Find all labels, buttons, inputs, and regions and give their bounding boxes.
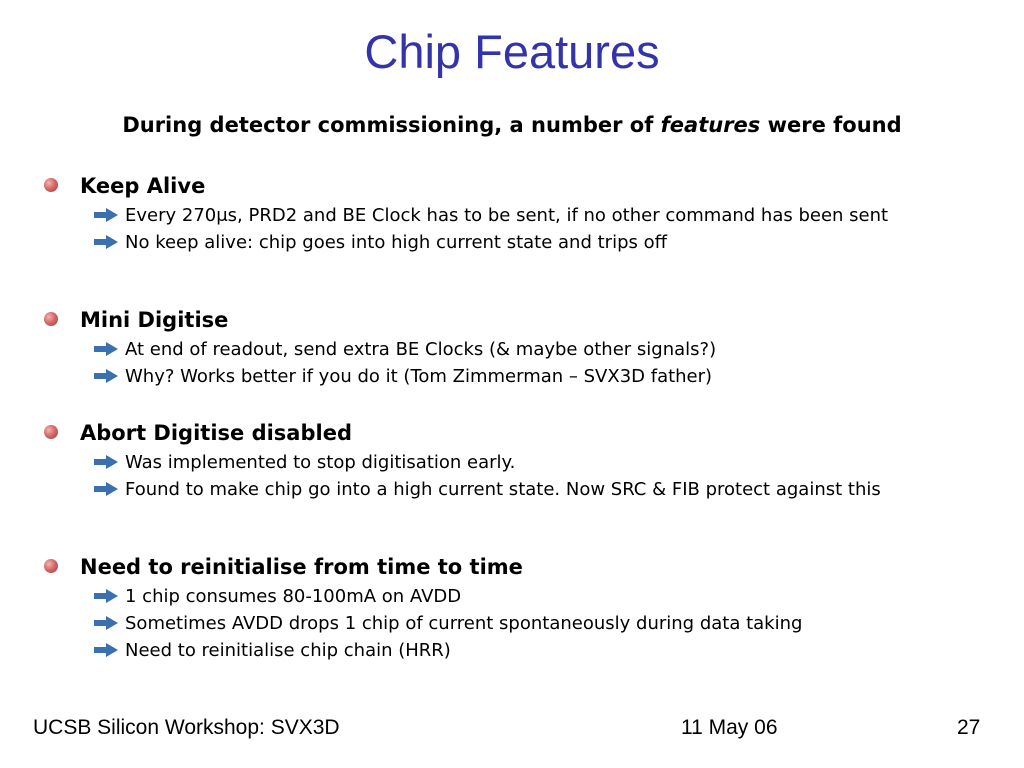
section-abort-digitise [44, 419, 994, 501]
list-item-text: Was implemented to stop digitisation early. [125, 452, 516, 473]
list-item [94, 205, 975, 227]
blue-arrow-bullet-icon [94, 455, 118, 469]
blue-arrow-bullet-icon [94, 589, 118, 603]
section-title: Mini Digitise [80, 308, 229, 332]
list-item-text: 1 chip consumes 80-100mA on AVDD [125, 586, 462, 607]
red-ball-bullet-icon [44, 559, 58, 573]
blue-arrow-bullet-icon [94, 369, 118, 383]
list-item [94, 586, 975, 608]
red-ball-bullet-icon [44, 312, 58, 326]
list-item [94, 232, 975, 254]
blue-arrow-bullet-icon [94, 482, 118, 496]
slide-subtitle [0, 111, 1024, 139]
list-item [94, 452, 975, 474]
list-item [94, 339, 975, 361]
section-heading [44, 172, 994, 200]
list-item-text: Found to make chip go into a high current state. Now SRC & FIB protect against this [125, 479, 881, 500]
footer-event: UCSB Silicon Workshop: SVX3D [33, 716, 340, 739]
red-ball-bullet-icon [44, 178, 58, 192]
blue-arrow-bullet-icon [94, 208, 118, 222]
list-item-text: Every 270μs, PRD2 and BE Clock has to be sent, if no other command has been sent [125, 205, 889, 226]
list-item [94, 640, 975, 662]
subtitle-text-end: were found [760, 113, 902, 137]
list-item-text: At end of readout, send extra BE Clocks (& maybe other signals?) [125, 339, 717, 360]
blue-arrow-bullet-icon [94, 643, 118, 657]
section-reinitialise [44, 553, 994, 662]
blue-arrow-bullet-icon [94, 616, 118, 630]
subtitle-text-start: During detector commissioning, a number of [122, 113, 661, 137]
section-title: Keep Alive [80, 174, 206, 198]
list-item [94, 613, 975, 635]
blue-arrow-bullet-icon [94, 342, 118, 356]
section-title: Abort Digitise disabled [80, 421, 352, 445]
section-title: Need to reinitialise from time to time [80, 555, 523, 579]
blue-arrow-bullet-icon [94, 235, 118, 249]
list-item [94, 366, 975, 388]
section-mini-digitise [44, 306, 994, 388]
list-item-text: No keep alive: chip goes into high current state and trips off [125, 232, 668, 253]
list-item-text: Sometimes AVDD drops 1 chip of current spontaneously during data taking [125, 613, 803, 634]
subtitle-emphasis: features [660, 113, 761, 137]
section-keep-alive [44, 172, 994, 254]
list-item-text: Need to reinitialise chip chain (HRR) [125, 640, 451, 661]
list-item [94, 479, 975, 501]
slide-number: 27 [957, 716, 981, 739]
footer-date: 11 May 06 [681, 716, 778, 739]
slide-title: Chip Features [364, 25, 660, 78]
section-heading [44, 419, 994, 447]
list-item-text: Why? Works better if you do it (Tom Zimmerman – SVX3D father) [125, 366, 713, 387]
section-heading [44, 306, 994, 334]
red-ball-bullet-icon [44, 425, 58, 439]
section-heading [44, 553, 994, 581]
